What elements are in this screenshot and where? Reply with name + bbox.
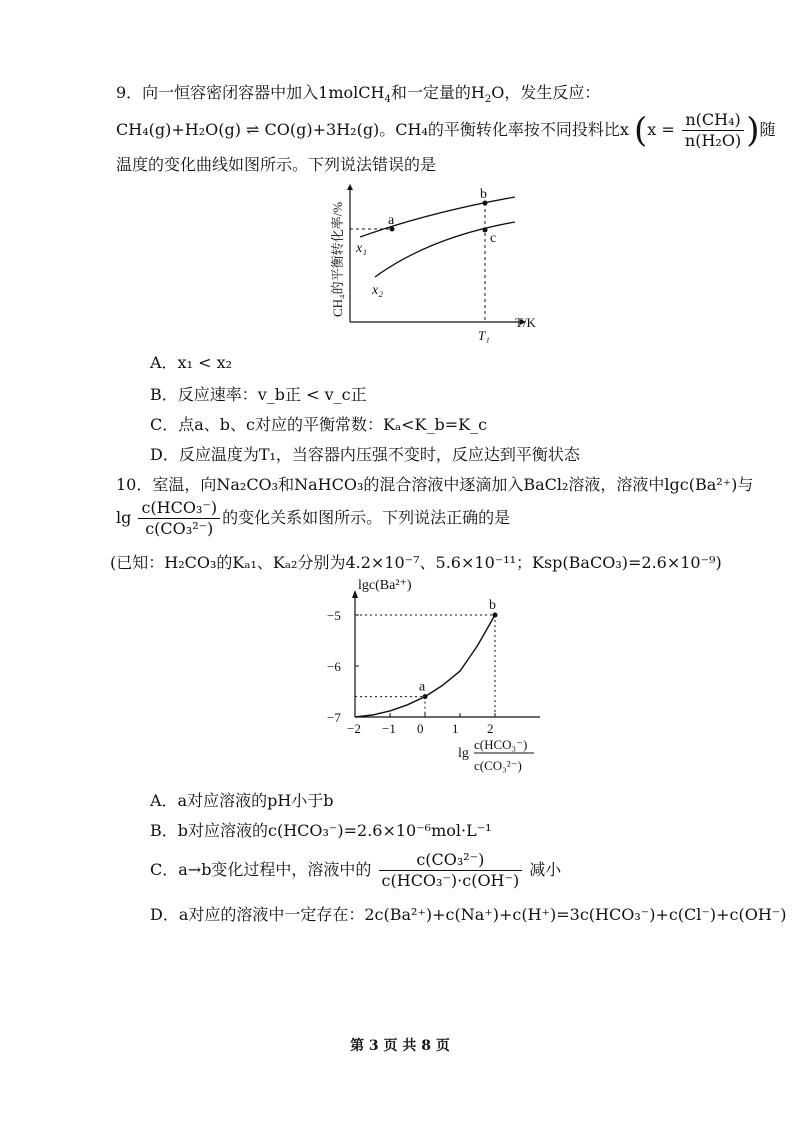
q9-point-c: [483, 228, 488, 233]
q9-option-c: C．点a、b、c对应的平衡常数：Kₐ<K_b=K_c: [150, 415, 488, 434]
q10-stem-line2: lg $\frac{\text{c(HCO₃⁻)}}{\text{c(CO₃²⁻)}}$ 的变化关系如图所示。下列说法正确的是: [116, 498, 511, 538]
q9-option-d: D．反应温度为T₁，当容器内压强不变时，反应达到平衡状态: [150, 445, 580, 464]
q9-label-x1: x₁: [356, 241, 368, 256]
q9-option-b: B．反应速率：v_b正 < v_c正: [150, 385, 367, 404]
q10-y-tick-label: −6: [327, 659, 341, 674]
q9-reaction-line: CH₄(g)+H₂O(g) ⇌ CO(g)+3H₂(g)。CH₄的平衡转化率按不同投料比x (x = $\frac{\text{n(CH₄)}}{\text{n(H₂O)}}$ )随: [116, 110, 776, 151]
q9-label-x2: x₂: [372, 283, 384, 298]
q10-chart: [300, 575, 560, 780]
q9-y-label: CH₄的平衡转化率/%: [330, 201, 345, 317]
q10-option-a: A．a对应溶液的pH小于b: [150, 791, 334, 810]
q10-stem-fraction: $\frac{\text{c(HCO₃⁻)}}{\text{c(CO₃²⁻)}}$: [138, 498, 220, 539]
q10-x-label-num: c(HCO₃⁻): [474, 737, 528, 752]
q10-x-tick-label: 2: [487, 721, 494, 736]
q10-known: (已知：H₂CO₃的Kₐ₁、Kₐ₂分别为4.2×10⁻⁷、5.6×10⁻¹¹；Ksp(BaCO₃)=2.6×10⁻⁹): [110, 553, 722, 572]
q10-option-b: B．b对应溶液的c(HCO₃⁻)=2.6×10⁻⁶mol·L⁻¹: [150, 821, 492, 840]
q9-t1-label: T₁: [478, 328, 490, 343]
q10-x-tick-label: −2: [347, 721, 361, 736]
q10-y-tick-label: −7: [327, 710, 341, 725]
q10-point-label-a: a: [419, 679, 426, 695]
q9-x-label: T/K: [515, 315, 536, 330]
q10-stem-line1: 10．室温，向Na₂CO₃和NaHCO₃的混合溶液中逐滴加入BaCl₂溶液，溶液中lgc(Ba²⁺)与: [116, 475, 754, 494]
q9-label-b: b: [480, 187, 487, 202]
q10-option-c: C．a→b变化过程中，溶液中的 $\frac{\text{c(CO₃²⁻)}}{\text{c(HCO₃⁻)·c(OH⁻)}}$ 减小: [150, 850, 562, 890]
q9-chart: [320, 182, 550, 357]
q10-x-label-lg: lg: [458, 746, 469, 761]
q9-option-a: A．x₁ < x₂: [150, 353, 233, 372]
q10-y-label: lgc(Ba²⁺): [358, 578, 412, 593]
q9-label-a: a: [388, 213, 395, 228]
q9-stem-line3: 温度的变化曲线如图所示。下列说法错误的是: [116, 155, 437, 174]
q9-label-c: c: [490, 231, 497, 246]
q10-point-label-b: b: [489, 598, 496, 613]
q10-point-a: [423, 694, 428, 699]
q10-x-tick-label: −1: [382, 721, 396, 736]
q9-ratio-fraction: $\frac{\text{n(CH₄)}}{\text{n(H₂O)}}$: [682, 110, 744, 151]
q10-x-tick-label: 1: [452, 721, 459, 736]
q10-x-tick-label: 0: [417, 721, 424, 736]
q9-stem-line1: 9．向一恒容密闭容器中加入1molCH$_4$和一定量的$H_2O$，发生反应：: [116, 83, 601, 106]
q10-point-b: [493, 613, 498, 618]
q10-x-label-den: c(CO₃²⁻): [474, 758, 522, 773]
page-footer: 第 3 页 共 8 页: [350, 1038, 450, 1054]
q10-optc-fraction: $\frac{\text{c(CO₃²⁻)}}{\text{c(HCO₃⁻)·c(OH⁻)}}$: [379, 850, 523, 891]
q10-option-d: D．a对应的溶液中一定存在：2c(Ba²⁺)+c(Na⁺)+c(H⁺)=3c(HCO₃⁻)+c(Cl⁻)+c(OH⁻): [150, 905, 787, 924]
q10-y-tick-label: −5: [327, 608, 341, 623]
